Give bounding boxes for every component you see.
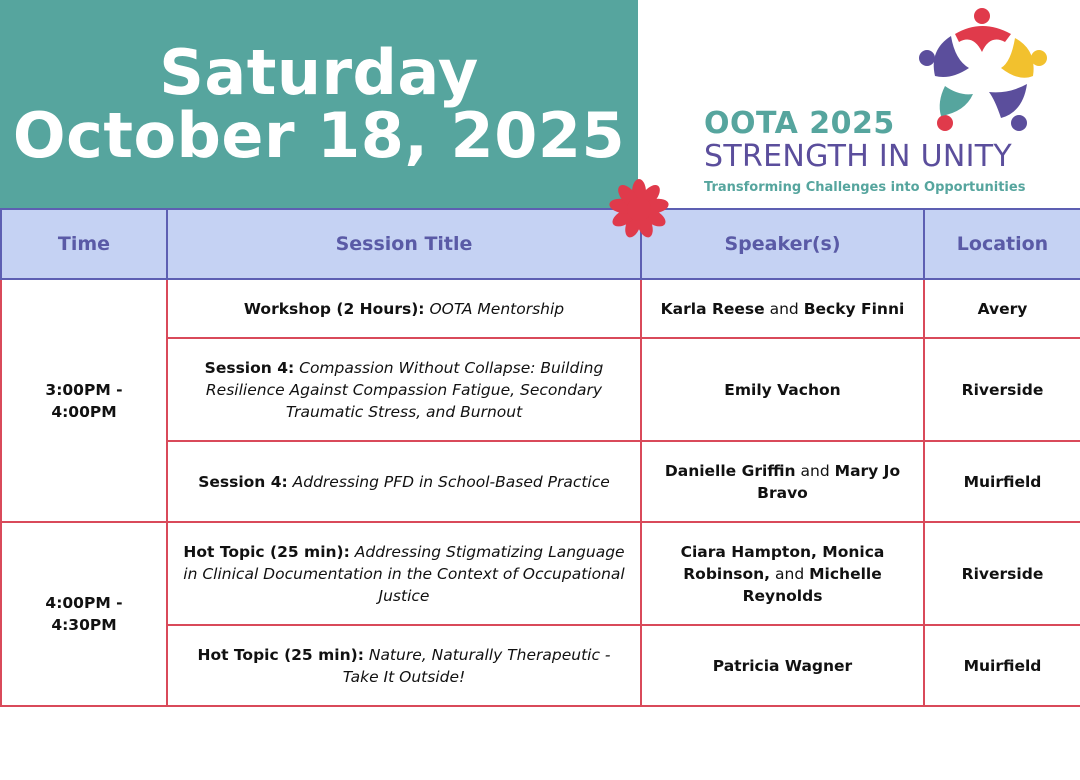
table-row xyxy=(1,522,1080,625)
time-slot: 4:00PM - 4:30PM xyxy=(1,522,167,706)
table-row xyxy=(1,279,1080,338)
session-title: Addressing PFD in School-Based Practice xyxy=(292,472,610,491)
speaker-cell xyxy=(641,625,924,706)
session-cell xyxy=(167,279,641,338)
date-banner xyxy=(0,0,638,208)
header-location: Location xyxy=(924,209,1080,279)
session-label: Hot Topic (25 min): xyxy=(197,645,364,664)
session-cell xyxy=(167,625,641,706)
session-cell xyxy=(167,441,641,522)
speaker-name: Becky Finni xyxy=(803,299,905,318)
speaker-name: Karla Reese xyxy=(660,299,765,318)
speaker-name: Ciara Hampton, Monica Robinson, xyxy=(680,542,885,583)
session-title: OOTA Mentorship xyxy=(429,299,565,318)
logo-title: OOTA 2025 xyxy=(704,106,895,141)
location-cell: Avery xyxy=(924,279,1080,338)
time-slot: 3:00PM - 4:00PM xyxy=(1,279,167,522)
session-cell xyxy=(167,338,641,441)
speaker-name: Patricia Wagner xyxy=(712,656,853,675)
location-cell: Riverside xyxy=(924,338,1080,441)
session-label: Hot Topic (25 min): xyxy=(183,542,350,561)
session-title: Addressing Stigmatizing Language in Clinical Documentation in the Context of Occupational Justice xyxy=(183,542,625,605)
session-label: Session 4: xyxy=(204,358,295,377)
speaker-cell xyxy=(641,522,924,625)
speaker-name: Mary Jo Bravo xyxy=(757,461,901,502)
speaker-name: Danielle Griffin xyxy=(664,461,796,480)
location-cell: Muirfield xyxy=(924,441,1080,522)
speaker-name: Emily Vachon xyxy=(724,380,841,399)
oota-logo xyxy=(700,6,1070,202)
header-session-title: Session Title xyxy=(167,209,641,279)
flower-icon xyxy=(608,178,670,240)
speaker-cell xyxy=(641,279,924,338)
session-title: Compassion Without Collapse: Building Resilience Against Compassion Fatigue, Secondary Traumatic Stress, and Burnout xyxy=(205,358,604,421)
header-speakers: Speaker(s) xyxy=(641,209,924,279)
date-heading: October 18, 2025 xyxy=(12,99,626,172)
table-header-row xyxy=(1,209,1080,279)
speaker-cell xyxy=(641,338,924,441)
logo-tagline: Transforming Challenges into Opportunities xyxy=(704,180,1026,195)
session-cell xyxy=(167,522,641,625)
location-cell: Muirfield xyxy=(924,625,1080,706)
speaker-cell xyxy=(641,441,924,522)
header-time: Time xyxy=(1,209,167,279)
speaker-name: Michelle Reynolds xyxy=(742,564,882,605)
speaker-separator: and xyxy=(769,299,799,318)
schedule-table xyxy=(0,208,1080,707)
session-title: Nature, Naturally Therapeutic - Take It Outside! xyxy=(342,645,611,686)
session-label: Session 4: xyxy=(198,472,288,491)
session-label: Workshop (2 Hours): xyxy=(243,299,425,318)
location-cell: Riverside xyxy=(924,522,1080,625)
logo-slogan: STRENGTH IN UNITY xyxy=(704,139,1013,174)
speaker-separator: and xyxy=(800,461,830,480)
speaker-separator: and xyxy=(775,564,805,583)
day-heading: Saturday xyxy=(159,35,479,109)
unity-people-icon xyxy=(915,6,1055,136)
